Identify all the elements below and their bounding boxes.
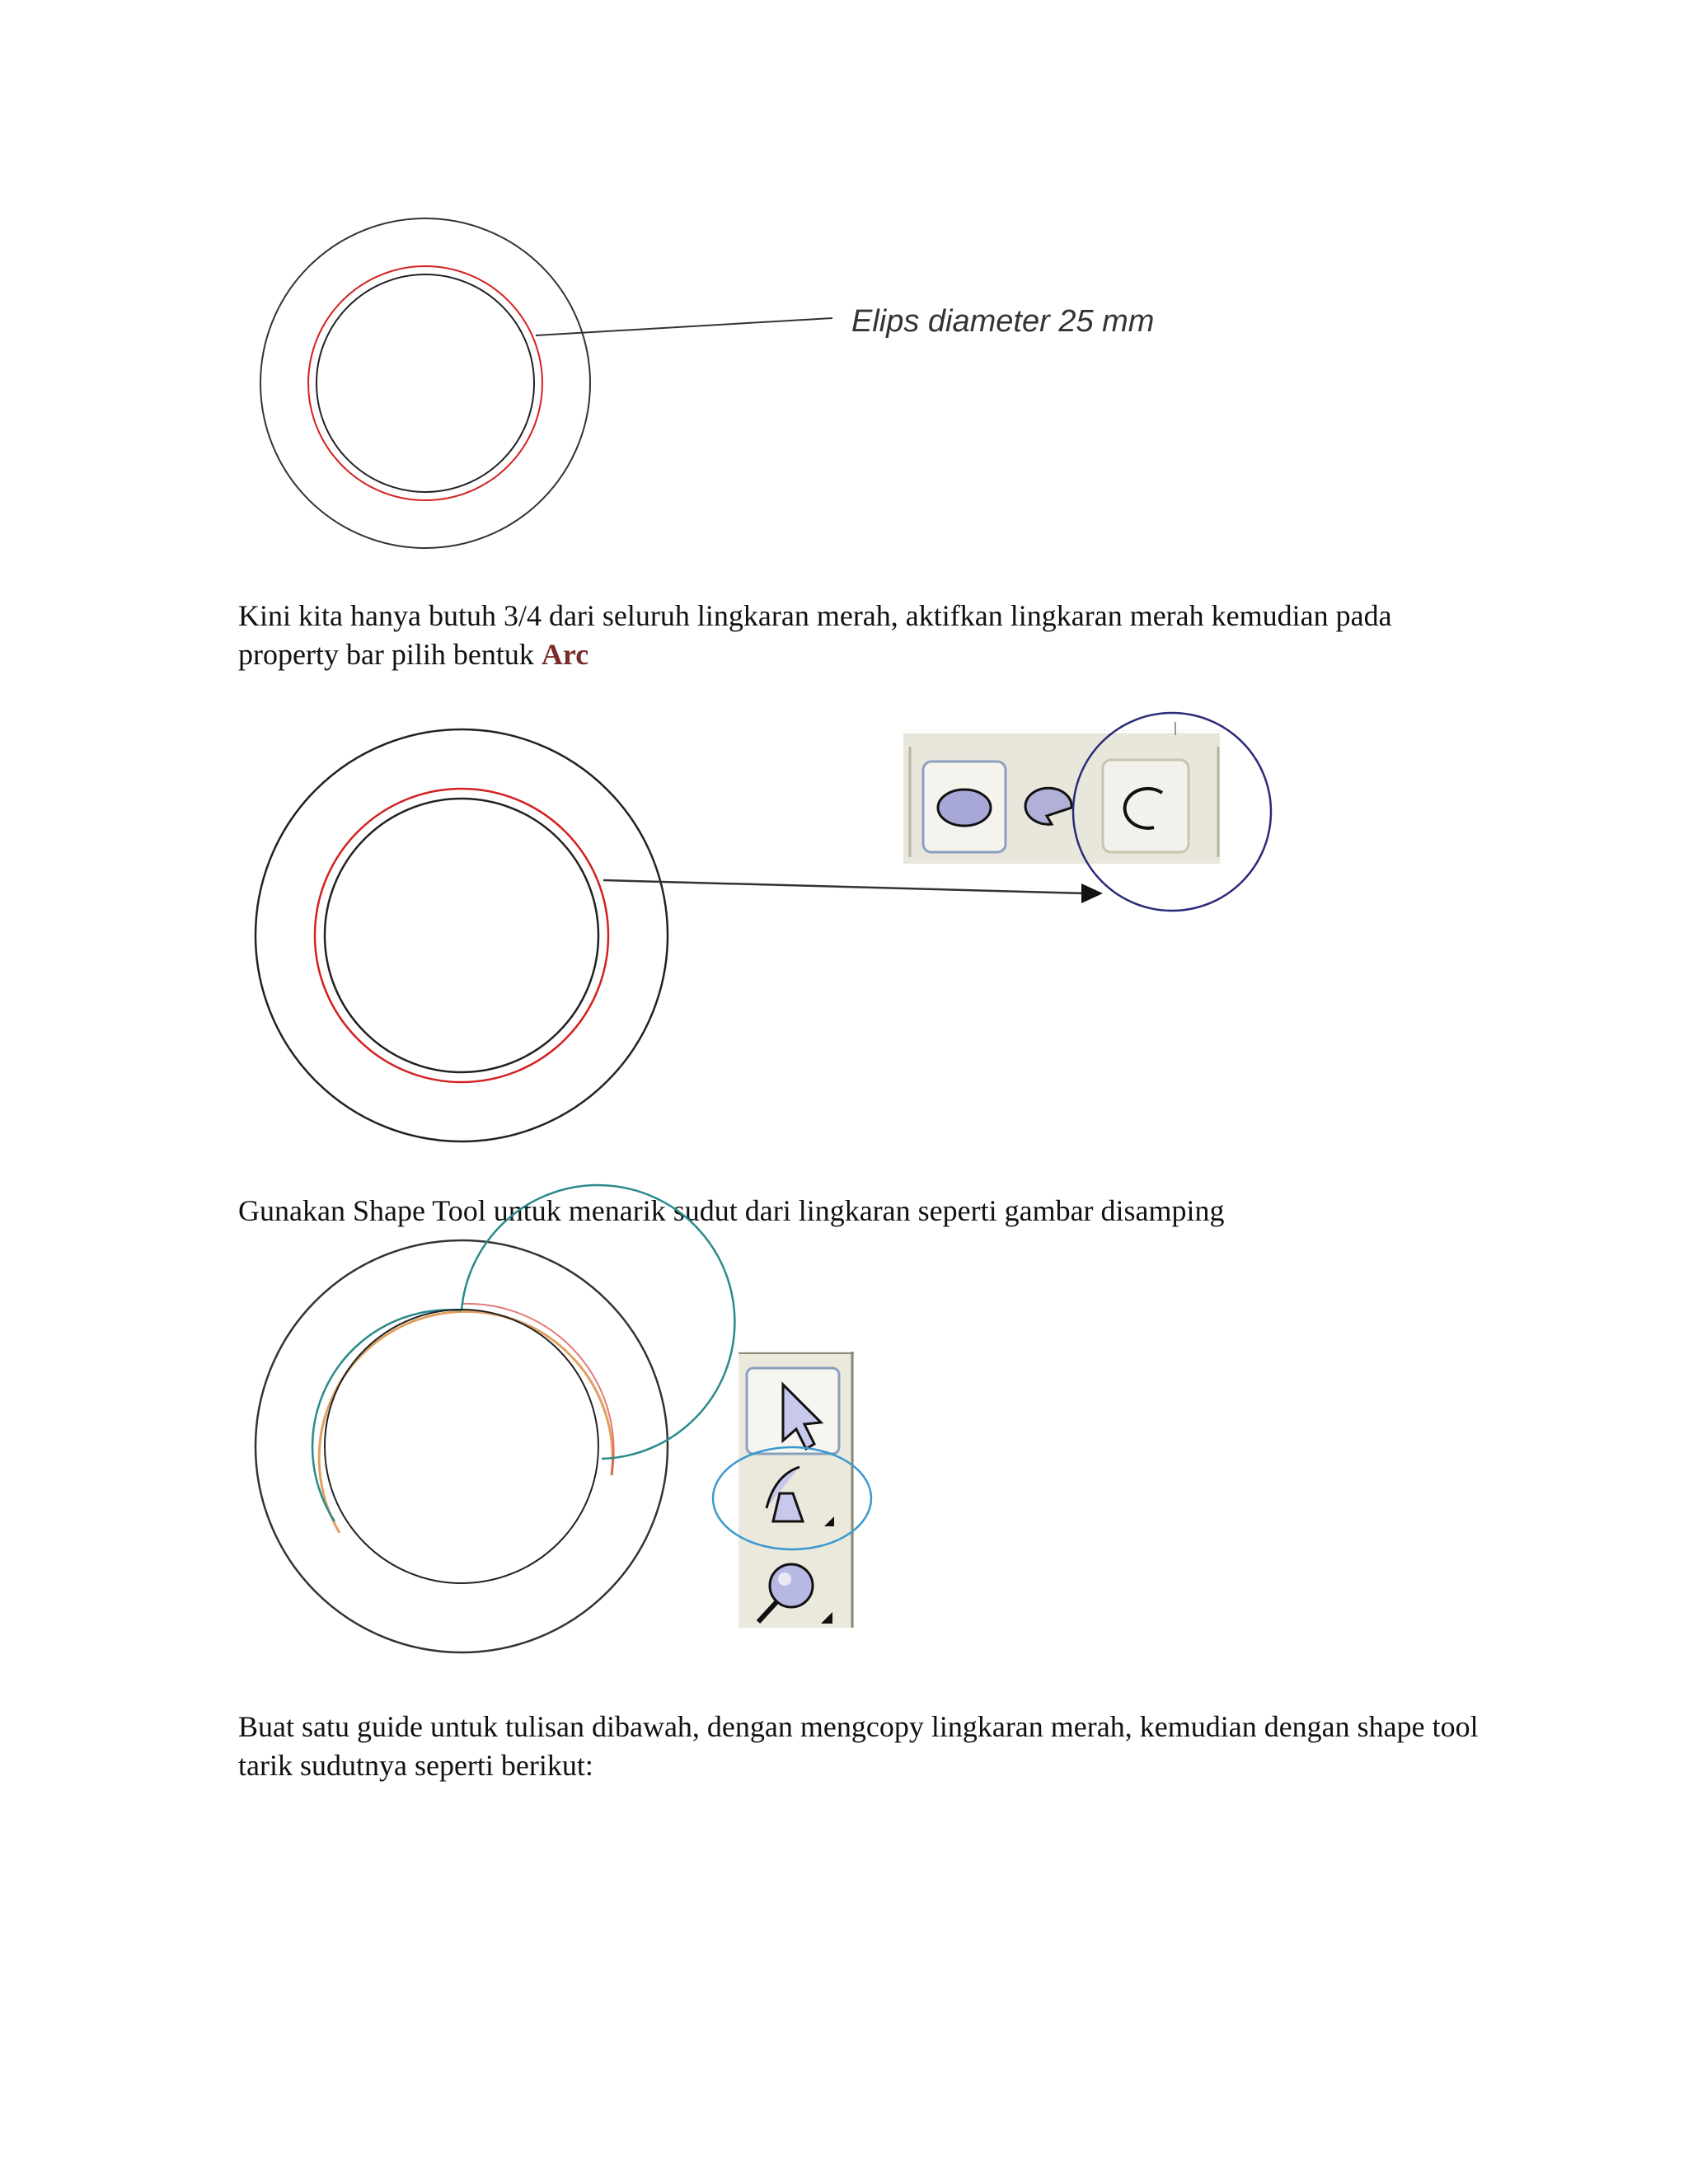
paragraph-shape-tool: Gunakan Shape Tool untuk menarik sudut dari lingkaran seperti gambar disamping (238, 1194, 1225, 1227)
inner-arc (312, 1185, 734, 1521)
zoom-tool-icon (770, 1564, 813, 1607)
callout-label: Elips diameter 25 mm (851, 304, 1155, 339)
pick-tool-button[interactable] (747, 1368, 839, 1454)
paragraph-text: Kini kita hanya butuh 3/4 dari seluruh lingkaran merah, aktifkan lingkaran merah kemudian pada property bar pilih bentuk (238, 599, 1392, 671)
arc-keyword: Arc (541, 638, 589, 671)
paragraph-guide: Buat satu guide untuk tulisan dibawah, dengan mengcopy lingkaran merah, kemudian dengan shape tool tarik sudutnya seperti berikut: (238, 1710, 1479, 1782)
